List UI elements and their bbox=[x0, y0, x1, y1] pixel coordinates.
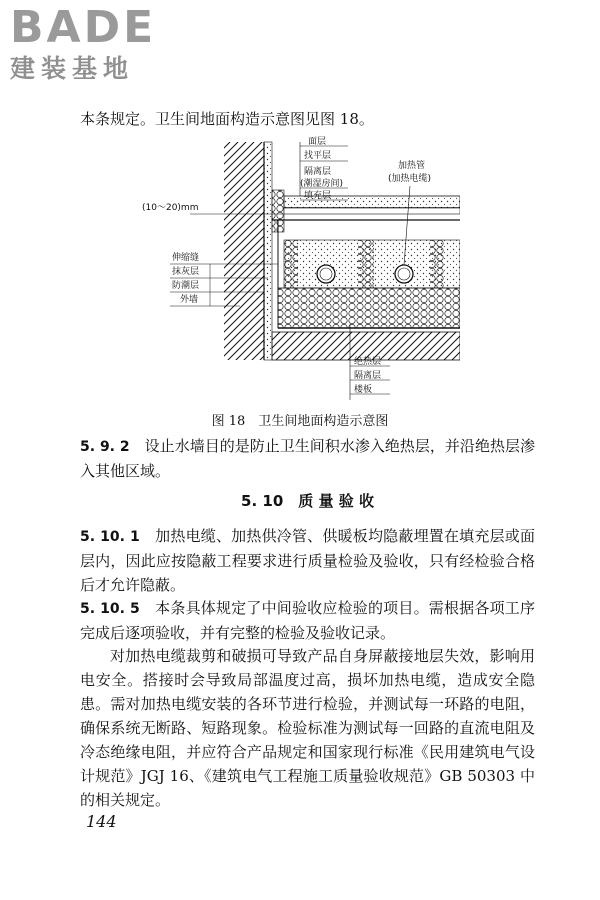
label-waiqiang: 外墙 bbox=[180, 295, 199, 305]
label-juereceng: 绝热层 bbox=[354, 357, 382, 367]
label-chaoshifang: (潮湿房间) bbox=[300, 179, 344, 189]
section-5-10-5 bbox=[80, 596, 535, 645]
label-mianceng: 面层 bbox=[308, 137, 327, 147]
section-5-10-1 bbox=[80, 524, 535, 597]
screed-layer bbox=[284, 208, 460, 214]
label-zhaopingceng: 找平层 bbox=[304, 151, 332, 161]
section-body: 本条具体规定了中间验收应检验的项目。需根据各项工序完成后逐项验收，并有完整的检验及验收记录。 bbox=[80, 599, 535, 642]
label-gelieceng: 隔离层 bbox=[304, 167, 332, 177]
paragraph-text: 对加热电缆裁剪和破损可导致产品自身屏蔽接地层失效，影响用电安全。搭接时会导致局部温度过高，损坏加热电缆，造成安全隐患。需对加热电缆安装的各环节进行检验，并测试每一环路的电阻，确保系统无断路、短路现象。检验标准为测试每一回路的直流电阻及冷态绝缘电阻，并应符合产品规定和国家现行标准《民用建筑电气设计规范》JGJ 16、《建筑电气工程施工质量验收规范》GB 50303 中的相关规定。 bbox=[80, 647, 535, 809]
floor-construction-diagram bbox=[140, 128, 460, 408]
section-body: 设止水墙目的是防止卫生间积水渗入绝热层，并沿绝热层渗入其他区域。 bbox=[80, 437, 535, 480]
plaster-layer bbox=[264, 142, 272, 360]
label-jiaredianlan: (加热电缆) bbox=[388, 174, 432, 184]
section-number: 5. 9. 2 bbox=[80, 439, 130, 455]
label-tianchongceng: 填充层 bbox=[304, 191, 332, 201]
floor-slab bbox=[272, 332, 460, 360]
insulation-layer bbox=[278, 288, 460, 328]
page-number: 144 bbox=[86, 812, 117, 831]
logo-wordmark: BADE bbox=[10, 2, 157, 53]
section-heading: 5. 10 质 量 验 收 bbox=[241, 492, 374, 510]
label-dim: (10～20)mm bbox=[142, 203, 199, 213]
section-number: 5. 10. 5 bbox=[80, 601, 140, 617]
bade-logo bbox=[10, 4, 156, 84]
section-number: 5. 10. 1 bbox=[80, 529, 140, 545]
figure-caption: 图 18 卫生间地面构造示意图 bbox=[211, 414, 389, 429]
label-shensuofeng: 伸缩缝 bbox=[172, 253, 200, 263]
section-body: 加热电缆、加热供冷管、供暖板均隐蔽埋置在填充层或面层内，因此应按隐蔽工程要求进行质量检验及验收，只有经检验合格后才允许隐蔽。 bbox=[80, 527, 535, 594]
label-jiareguan: 加热管 bbox=[398, 161, 426, 171]
logo-subtitle: 建装基地 bbox=[10, 54, 135, 83]
label-mohuiceng: 抹灰层 bbox=[172, 267, 200, 277]
intro-text: 本条规定。卫生间地面构造示意图见图 18。 bbox=[80, 110, 374, 128]
body-paragraph bbox=[80, 644, 535, 812]
label-louban: 楼板 bbox=[354, 385, 373, 395]
label-fangchaoceng: 防潮层 bbox=[172, 281, 200, 291]
wall-hatch bbox=[224, 142, 264, 360]
section-5-9-2 bbox=[80, 434, 535, 483]
label-gelieceng-2: 隔离层 bbox=[354, 371, 382, 381]
